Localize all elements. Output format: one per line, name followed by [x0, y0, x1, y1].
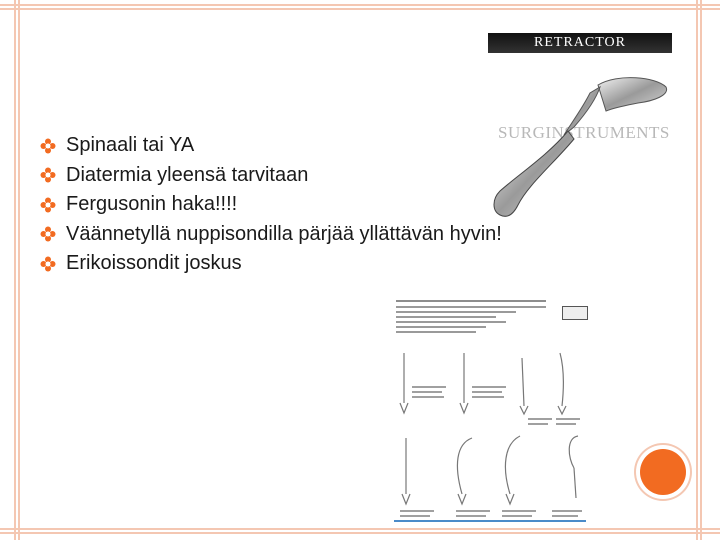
bullet-text: Fergusonin haka!!!! [66, 193, 238, 216]
flower-icon [40, 138, 66, 154]
frame-left-bar [14, 0, 20, 540]
retractor-handle [494, 131, 574, 216]
catalog-page-image [392, 298, 588, 524]
bullet-item [40, 220, 502, 250]
bullet-item [40, 161, 502, 191]
bullet-text: Diatermia yleensä tarvitaan [66, 163, 309, 186]
retractor-banner-label: RETRACTOR [534, 35, 626, 50]
bullet-item [40, 249, 502, 279]
retractor-blade [598, 78, 667, 111]
bullet-item [40, 131, 502, 161]
retractor-neck [564, 87, 600, 135]
bullet-text: Väännetyllä nuppisondilla pärjää yllättävän hyvin! [66, 222, 502, 245]
brand-watermark: SURGINSTRUMENTS [498, 123, 670, 142]
flower-icon [40, 197, 66, 213]
bullet-item [40, 190, 502, 220]
decorative-dot [640, 449, 686, 495]
bullet-list [40, 131, 502, 279]
flower-icon [40, 167, 66, 183]
retractor-photo [478, 55, 678, 225]
frame-top-bar [0, 4, 720, 10]
flower-icon [40, 256, 66, 272]
bullet-text: Erikoissondit joskus [66, 252, 242, 275]
bullet-text: Spinaali tai YA [66, 134, 195, 157]
frame-bottom-bar [0, 528, 720, 534]
retractor-banner [488, 33, 672, 53]
flower-icon [40, 226, 66, 242]
frame-right-bar [696, 0, 702, 540]
catalog-instruments [392, 298, 588, 524]
